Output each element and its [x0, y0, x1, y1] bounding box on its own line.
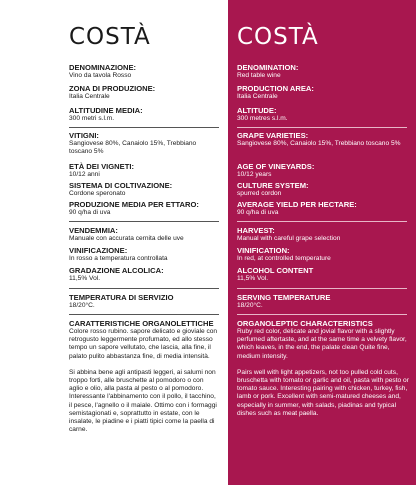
pairing-text: Pairs well with light appetizers, not too pulled cold cuts, bruschetta with tomato or garlic and oil, pasta with pesto or tomato sauce. Interesting pairing with chicken, turkey, fish, lamb or pork. Excellent with semi-matured cheeses and, especially in summer, with salads, piadinas and typical dishes such as meat paella. [237, 368, 409, 417]
field-altitude: ALTITUDE: 300 metres s.l.m. [237, 106, 288, 122]
characteristics-section-en [237, 319, 409, 418]
field-serving-temperature: SERVING TEMPERATURE 18/20°C. [237, 293, 331, 309]
field-sistema-coltivazione: SISTEMA DI COLTIVAZIONE: Cordone speronato [69, 181, 173, 197]
english-column [228, 0, 416, 485]
characteristics-heading: CARATTERISTICHE ORGANOLETTICHE [69, 319, 214, 328]
field-grape-varieties: GRAPE VARIETIES: Sangiovese 80%, Canaiolo 15%, Trebbiano toscano 5% [237, 131, 401, 147]
divider [237, 221, 407, 222]
field-denominazione: DENOMINAZIONE: Vino da tavola Rosso [69, 63, 137, 79]
characteristics-text: Colore rosso rubino. sapore delicato e gioviale con retrogusto leggermente profumato, ed allo stesso tempo un sapore vellutato, che lascia, alla fine, il palato pulito abbastanza fine, di media intensità. [69, 328, 218, 360]
brand-title-it: COSTÀ [69, 24, 151, 50]
field-vinificazione: VINIFICAZIONE: In rosso a temperatura controllata [69, 246, 168, 262]
field-alcohol-content: ALCOHOL CONTENT 11,5% Vol. [237, 266, 314, 282]
field-vitigni: VITIGNI: Sangiovese 80%, Canaiolo 15%, Trebbiano toscano 5% [69, 131, 197, 155]
field-altitudine: ALTITUDINE MEDIA: 300 metri s.l.m. [69, 106, 143, 122]
field-vendemmia: VENDEMMIA: Manuale con accurata cernita delle uve [69, 226, 184, 242]
characteristics-section-it [69, 319, 219, 434]
divider [237, 314, 407, 315]
divider [237, 288, 407, 289]
field-average-yield: AVERAGE YIELD PER HECTARE: 90 q/ha di uva [237, 200, 357, 216]
field-zona-produzione: ZONA DI PRODUZIONE: Italia Centrale [69, 84, 156, 100]
field-eta-vigneti: ETÀ DEI VIGNETI: 10/12 anni [69, 162, 134, 178]
field-production-area: PRODUCTION AREA: Italia Centrale [237, 84, 314, 100]
field-temperatura: TEMPERATURA DI SERVIZIO 18/20°C. [69, 293, 174, 309]
characteristics-text: Ruby red color, delicate and jovial flavor with a slightly perfumed aftertaste, and at the same time a velvety flavor, which leaves, in the end, the palate clean Quite fine, medium intensity. [237, 328, 407, 360]
characteristics-heading: ORGANOLEPTIC CHARACTERISTICS [237, 319, 373, 328]
divider [237, 127, 407, 128]
field-produzione-media: PRODUZIONE MEDIA PER ETTARO: 90 q/ha di uva [69, 200, 199, 216]
field-culture-system: CULTURE SYSTEM: spurred cordon [237, 181, 309, 197]
divider [69, 314, 219, 315]
divider [69, 221, 219, 222]
field-harvest: HARVEST: Manual with careful grape selection [237, 226, 341, 242]
divider [69, 288, 219, 289]
field-age-of-vineyards: AGE OF VINEYARDS: 10/12 years [237, 162, 315, 178]
pairing-text: Si abbina bene agli antipasti leggeri, ai salumi non troppo forti, alle bruschette al pomodoro o con aglio e olio, alla pasta al pesto o al pomodoro. Interessante l'abbinamento con il pollo, il tacchino, il pesce, l'agnello o il maiale. Ottimo con i formaggi semistagionati e, soprattutto in estate, con le insalate, le piadine e i piatti tipici come la paella di carne. [69, 368, 217, 434]
brand-title-en: COSTÀ [237, 24, 319, 50]
divider [69, 127, 219, 128]
field-vinification: VINIFICATION: In red, at controlled temperature [237, 246, 331, 262]
field-gradazione: GRADAZIONE ALCOLICA: 11,5% Vol. [69, 266, 164, 282]
field-denomination: DENOMINATION: Red table wine [237, 63, 299, 79]
